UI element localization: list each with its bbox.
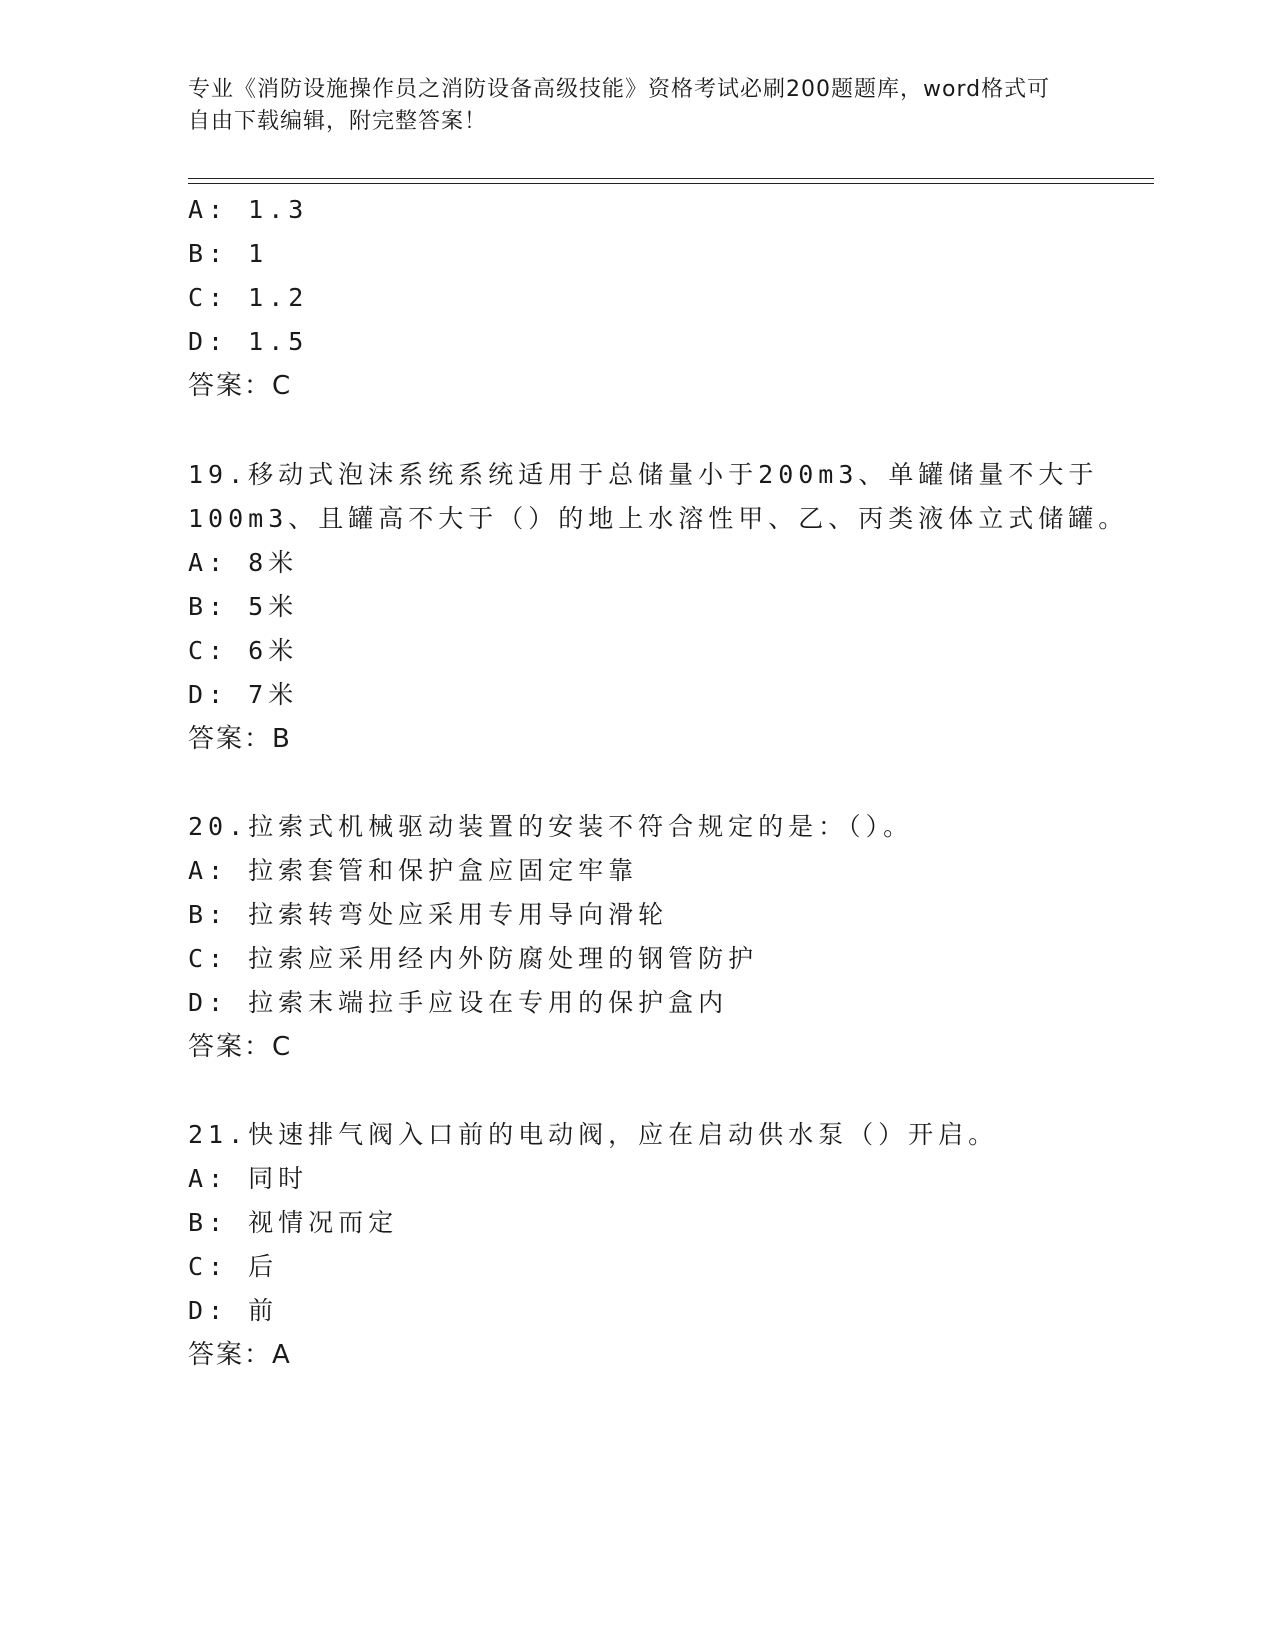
q21-option-b: B: 视情况而定 — [188, 1208, 399, 1237]
q21-option-a: A: 同时 — [188, 1164, 309, 1193]
q20-option-d: D: 拉索末端拉手应设在专用的保护盒内 — [188, 988, 729, 1017]
q21-option-d: D: 前 — [188, 1296, 279, 1325]
header-divider-bottom — [188, 183, 1154, 184]
document-header: 专业《消防设施操作员之消防设备高级技能》资格考试必刷200题题库，word格式可自由下载编辑，附完整答案！ — [188, 77, 1051, 134]
q19-question-line-2: 100m3、且罐高不大于（）的地上水溶性甲、乙、丙类液体立式储罐。 — [188, 504, 1129, 533]
q19-option-a: A: 8米 — [188, 548, 299, 577]
q18-option-a: A: 1.3 — [188, 195, 309, 224]
q20-question: 20.拉索式机械驱动装置的安装不符合规定的是：（）。 — [188, 812, 914, 841]
q18-option-c: C: 1.2 — [188, 283, 309, 312]
header-divider-top — [188, 178, 1154, 179]
q20-option-c: C: 拉索应采用经内外防腐处理的钢管防护 — [188, 944, 759, 973]
q19-option-d: D: 7米 — [188, 680, 299, 709]
q19-option-c: C: 6米 — [188, 636, 299, 665]
q19-answer: 答案：B — [188, 724, 292, 754]
q21-option-c: C: 后 — [188, 1252, 279, 1281]
q18-option-b: B: 1 — [188, 239, 269, 268]
q19-question-line-1: 19.移动式泡沫系统系统适用于总储量小于200m3、单罐储量不大于 — [188, 460, 1099, 489]
q18-option-d: D: 1.5 — [188, 327, 309, 356]
q18-answer: 答案：C — [188, 371, 293, 401]
q20-option-b: B: 拉索转弯处应采用专用导向滑轮 — [188, 900, 669, 929]
q21-question: 21.快速排气阀入口前的电动阀，应在启动供水泵（）开启。 — [188, 1120, 999, 1149]
q20-option-a: A: 拉索套管和保护盒应固定牢靠 — [188, 856, 639, 885]
q21-answer: 答案：A — [188, 1340, 292, 1370]
q20-answer: 答案：C — [188, 1032, 293, 1062]
q19-option-b: B: 5米 — [188, 592, 299, 621]
